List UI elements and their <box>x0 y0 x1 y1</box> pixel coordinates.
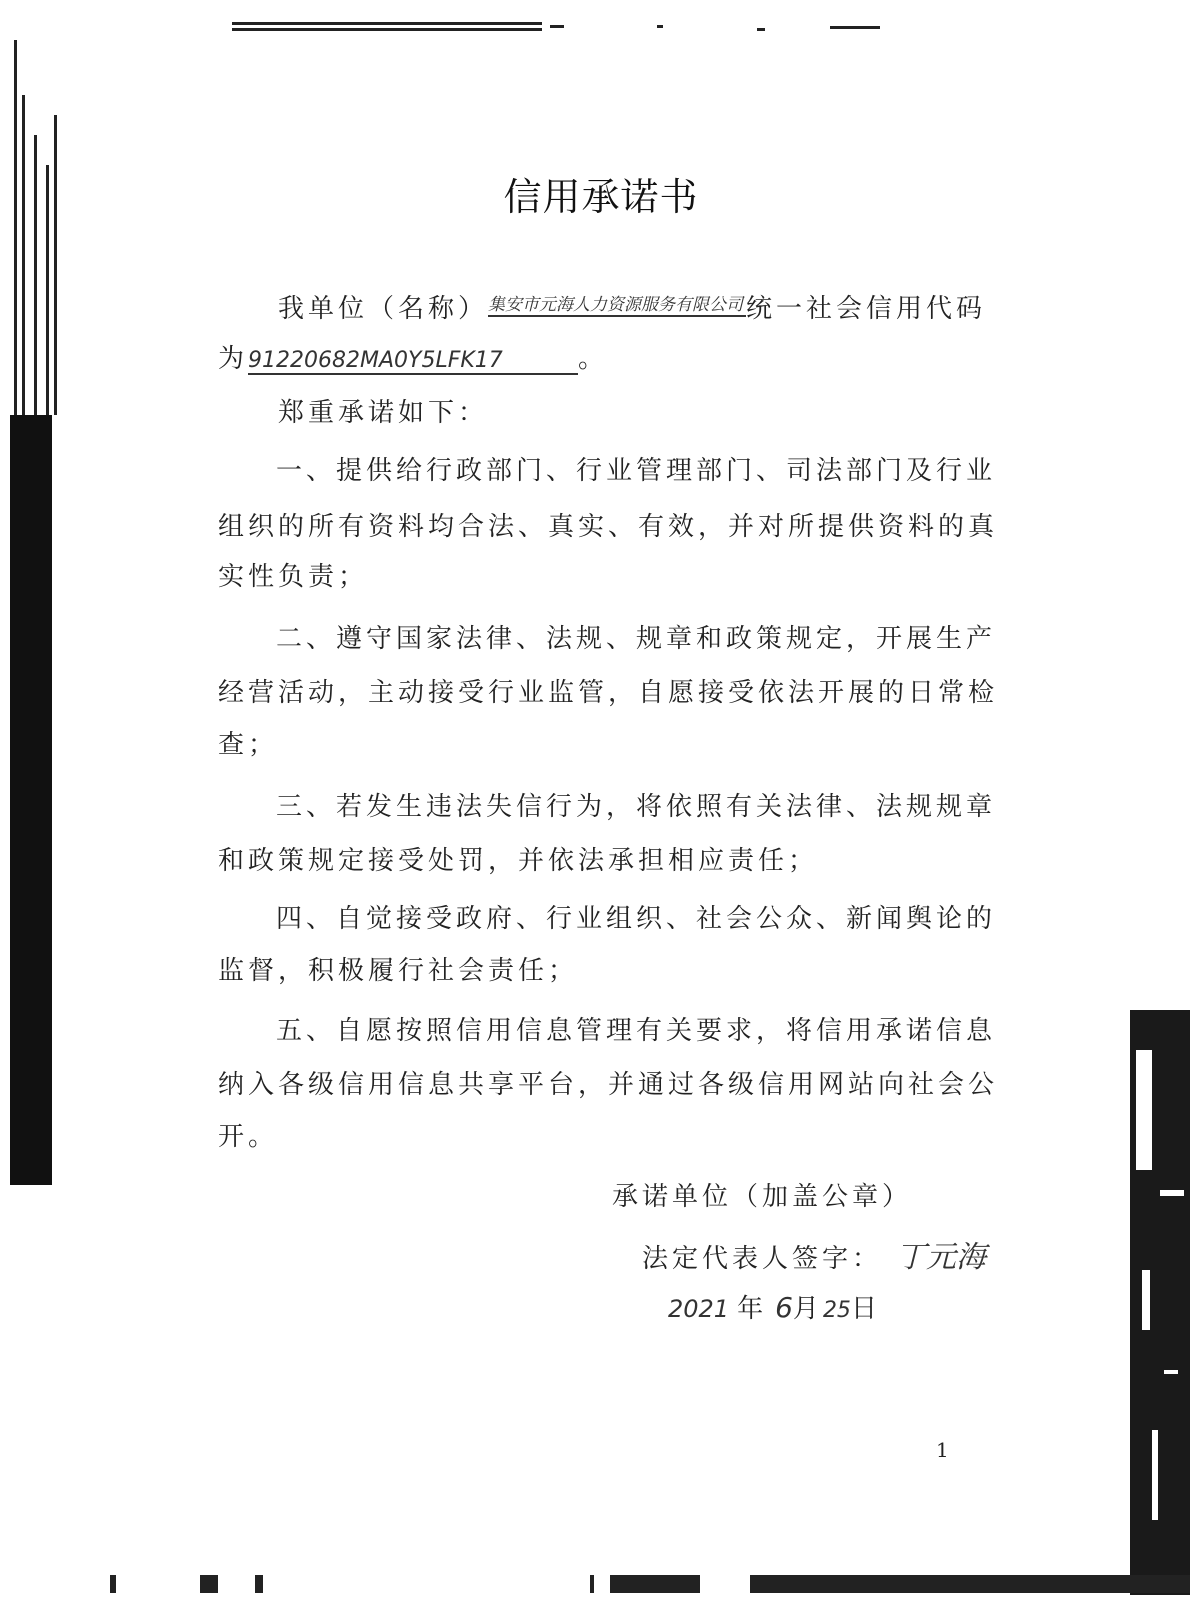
credit-code-handwritten: 91220682MA0Y5LFK17 <box>248 348 578 375</box>
signature-date <box>668 1288 881 1325</box>
commitment-heading: 郑重承诺如下： <box>278 398 489 428</box>
date-month-handwritten: 6 <box>775 1291 793 1324</box>
company-name-handwritten: 集安市元海人力资源服务有限公司 <box>488 290 746 317</box>
clause-1-line-1: 一、提供给行政部门、行业管理部门、司法部门及行业 <box>276 456 997 486</box>
date-month-unit: 月 <box>792 1294 823 1324</box>
scan-artifact-right-bar <box>1130 1010 1190 1595</box>
clause-5-line-2: 纳入各级信用信息共享平台，并通过各级信用网站向社会公 <box>218 1070 999 1100</box>
scan-artifact-top <box>232 22 892 36</box>
intro-prefix: 我单位（名称） <box>278 294 489 324</box>
intro-line-2 <box>218 338 608 375</box>
clause-4-line-1: 四、自觉接受政府、行业组织、社会公众、新闻舆论的 <box>276 904 997 934</box>
code-suffix: 。 <box>578 344 609 374</box>
signature-rep-line <box>642 1232 986 1276</box>
page-number: 1 <box>936 1438 949 1462</box>
scan-artifact-left-bar <box>10 415 52 1185</box>
clause-2-line-2: 经营活动，主动接受行业监管，自愿接受依法开展的日常检 <box>218 678 999 708</box>
clause-2-line-3: 查； <box>218 730 279 760</box>
clause-2-line-1: 二、遵守国家法律、法规、规章和政策规定，开展生产 <box>276 624 997 654</box>
clause-3-line-1: 三、若发生违法失信行为，将依照有关法律、法规规章 <box>276 792 997 822</box>
date-day-handwritten: 25 <box>822 1298 851 1323</box>
document-title: 信用承诺书 <box>503 175 699 219</box>
rep-label: 法定代表人签字： <box>642 1244 883 1274</box>
intro-line-1 <box>278 288 986 325</box>
scan-artifact-left-lines <box>14 40 64 415</box>
clause-5-line-3: 开。 <box>218 1122 279 1152</box>
date-year-handwritten: 2021 <box>668 1295 730 1323</box>
clause-4-line-2: 监督，积极履行社会责任； <box>218 956 579 986</box>
clause-5-line-1: 五、自愿按照信用信息管理有关要求，将信用承诺信息 <box>276 1016 997 1046</box>
clause-1-line-2: 组织的所有资料均合法、真实、有效，并对所提供资料的真 <box>218 512 999 542</box>
rep-signature-handwritten: 丁元海 <box>896 1240 987 1275</box>
signature-unit-label: 承诺单位（加盖公章） <box>612 1182 913 1212</box>
scan-artifact-bottom <box>110 1575 1190 1595</box>
intro-suffix: 统一社会信用代码 <box>746 294 987 324</box>
clause-1-line-3: 实性负责； <box>218 562 369 592</box>
date-year-unit: 年 <box>737 1294 768 1324</box>
clause-3-line-2: 和政策规定接受处罚，并依法承担相应责任； <box>218 846 819 876</box>
code-prefix: 为 <box>218 344 249 374</box>
date-day-unit: 日 <box>850 1294 881 1324</box>
